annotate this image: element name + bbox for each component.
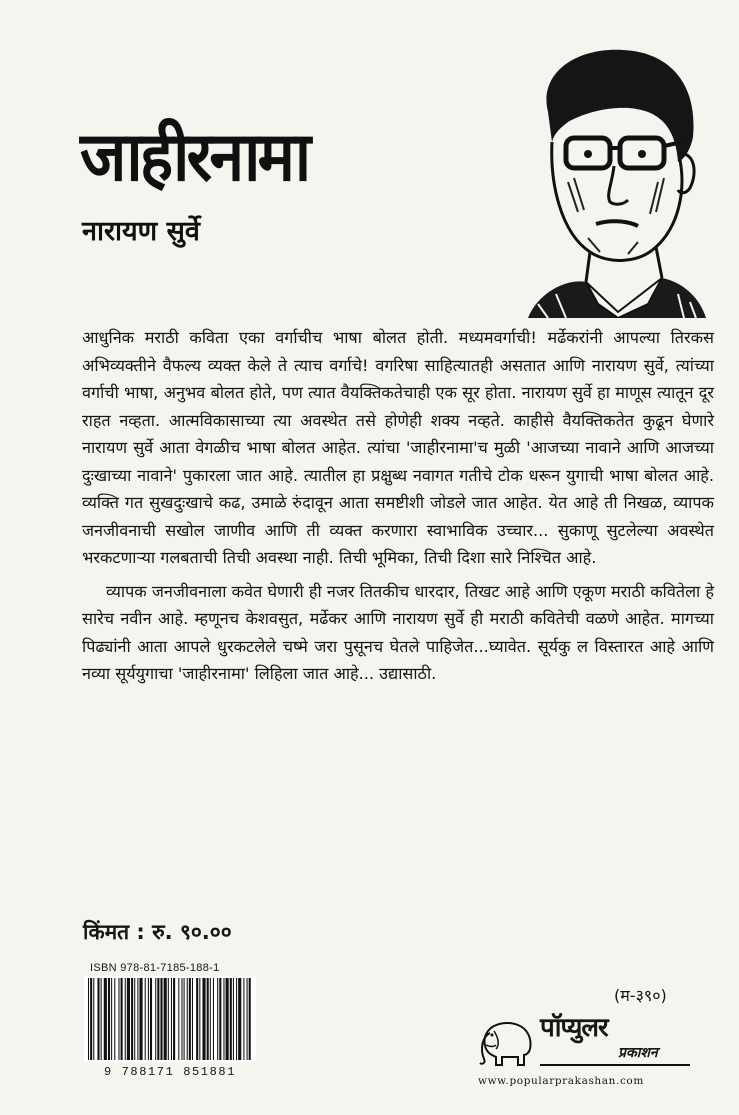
barcode-bar [164,978,167,1060]
isbn-barcode [84,976,256,1062]
barcode-bar [233,978,234,1060]
price-label: किंमत : रु. ९०.०० [83,920,232,944]
barcode-bar [104,978,107,1060]
barcode-bar [114,978,115,1060]
barcode-bar [213,978,214,1060]
barcode-bar [236,978,237,1060]
book-title: जाहीरनामा [80,118,309,197]
barcode-bar [97,978,99,1060]
barcode-bar [230,978,232,1060]
barcode-bar [199,978,200,1060]
barcode-bar [111,978,112,1060]
barcode-bar [181,978,182,1060]
barcode-bar [134,978,135,1060]
elephant-logo-icon [478,1015,538,1069]
publisher-name: पॉप्युलर [540,1013,608,1043]
barcode-bar [131,978,133,1060]
publisher-subtitle: प्रकाशन [618,1045,658,1061]
barcode-bar [101,978,102,1060]
barcode-bar [150,978,152,1060]
barcode-bar [202,978,205,1060]
barcode-bar [148,978,149,1060]
barcode-bar [219,978,221,1060]
barcode-bar [139,978,142,1060]
barcode-bar [210,978,211,1060]
barcode-bar [238,978,241,1060]
barcode-bar [93,978,94,1060]
barcode-bar [223,978,224,1060]
barcode-bar [207,978,209,1060]
barcode-bar [157,978,159,1060]
author-portrait-sketch [508,42,708,318]
barcode-bar [90,978,92,1060]
barcode-bar [189,978,191,1060]
catalog-code: (म-३९०) [614,986,667,1005]
publisher-underline [540,1064,690,1066]
barcode-bar [171,978,172,1060]
barcode-bar [226,978,229,1060]
isbn-label: ISBN 978-81-7185-188-1 [90,962,220,974]
barcode-bar [184,978,185,1060]
publisher-website: www.popularprakashan.com [478,1075,644,1087]
barcode-bar [168,978,169,1060]
barcode-bar [155,978,156,1060]
barcode-bar [121,978,123,1060]
barcode-bar [192,978,193,1060]
barcode-bar [127,978,130,1060]
barcode-bar [247,978,248,1060]
barcode-bar [217,978,218,1060]
barcode-bar [160,978,162,1060]
barcode-bar [145,978,146,1060]
barcode-bar [125,978,126,1060]
barcode-bar [243,978,244,1060]
barcode-bar [249,978,251,1060]
author-name: नारायण सुर्वे [82,216,200,247]
barcode-bar [178,978,179,1060]
blurb-text [82,324,714,694]
blurb-paragraph-1: आधुनिक मराठी कविता एका वर्गाचीच भाषा बोलत होती. मध्यमवर्गाची! मर्ढेकरांनी आपल्या तिरकस अभिव्यक्तीने वैफल्य व्यक्त केले ते त्याच वर्गाचे! वगरिषा साहित्यातही असतात आणि नारायण सुर्वे, त्यांच्या वर्गाची भाषा, अनुभव बोलत होते, पण त्यात वैयक्तिकतेचाही एक सूर होता. नारायण सुर्वे हा माणूस त्यातून दूर राहत नव्हता. आत्मविकासाच्या त्या अवस्थेत तसे होणेही शक्य नव्हते. काहीसे वैयक्तिकतेत कुढून घेणारे नारायण सुर्वे आता वेगळीच भाषा बोलत आहेत. त्यांचा 'जाहीरनामा'च मुळी 'आजच्या नावाने आणि आजच्या दुःखाच्या नावाने' पुकारला जात आहे. त्यातील हा प्रक्षुब्ध नवागत गतीचे टोक धरून युगाची भाषा बोलत आहे. व्यक्ति गत सुखदुःखाचे कढ, उमाळे रुंदावून आता समष्टीशी जोडले जात आहेत. येत आहे ती निखळ, व्यापक जनजीवनाची सखोल जाणीव आणि ती व्यक्त करणारा स्वाभाविक उच्चार... सुकाणू सुटलेल्या अवस्थेत भरकटणाऱ्या गलबताची तिची अवस्था नाही. तिची भूमिका, तिची दिशा सारे निश्चित आहे. [82,328,714,567]
barcode-bar [196,978,198,1060]
barcode-bar [173,978,175,1060]
barcode-bar [88,978,89,1060]
barcode-bar [108,978,110,1060]
barcode-bar [118,978,119,1060]
barcode-bar [137,978,138,1060]
barcode-digits: 9 788171 851881 [103,1065,237,1079]
barcode-bar [187,978,188,1060]
blurb-paragraph-2: व्यापक जनजीवनाला कवेत घेणारी ही नजर तितकीच धारदार, तिखट आहे आणि एकूण मराठी कवितेला हे सारेच नवीन आहे. म्हणूनच केशवसुत, मर्ढेकर आणि नारायण सुर्वे ही मराठी कवितेची वळणे आहेत. मागच्या पिढ्यांनी आता आपले धुरकटलेले चष्मे जरा पुसूनच घेतले पाहिजेत...घ्यावेत. सूर्यकु ल विस्तारत आहे आणि नव्या सूर्ययुगाचा 'जाहीरनामा' लिहिला जात आहे... उद्यासाठी. [82,581,714,683]
